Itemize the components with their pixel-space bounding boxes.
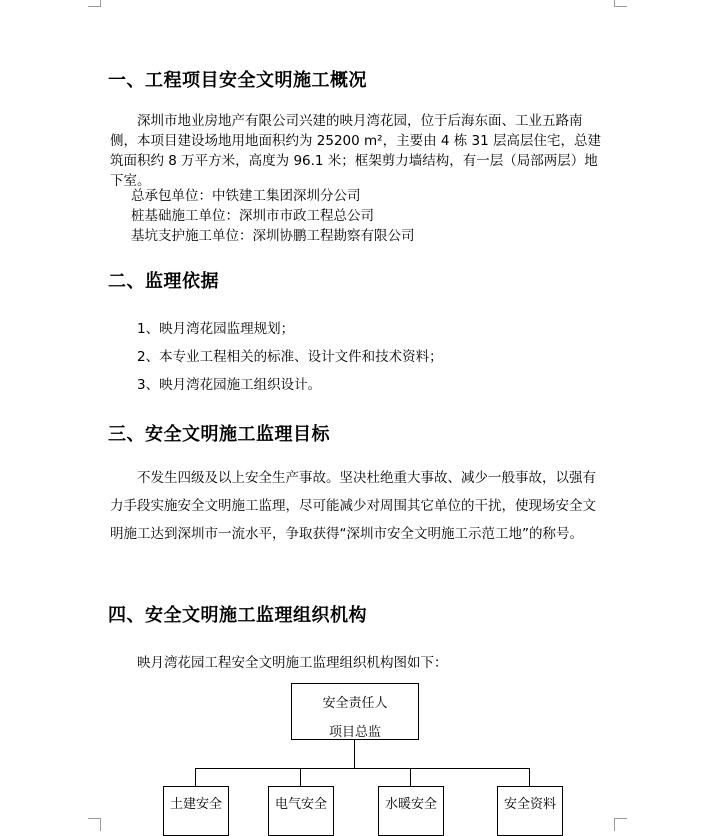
unit-pile-foundation: 桩基础施工单位：深圳市市政工程总公司 bbox=[131, 208, 374, 224]
org-connector-drop bbox=[410, 768, 411, 786]
org-child-box bbox=[268, 786, 334, 836]
section-3-heading: 三、安全文明施工监理目标 bbox=[108, 424, 330, 445]
org-chart-intro: 映月湾花园工程安全文明施工监理组织机构图如下： bbox=[137, 655, 448, 671]
crop-mark-top-right bbox=[614, 0, 627, 7]
unit-general-contractor: 总承包单位：中铁建工集团深圳分公司 bbox=[131, 188, 361, 204]
org-top-subtitle: 项目总监 bbox=[328, 725, 381, 740]
org-child-box bbox=[378, 786, 444, 836]
section-1-heading: 一、工程项目安全文明施工概况 bbox=[108, 70, 367, 91]
section-4-heading: 四、安全文明施工监理组织机构 bbox=[108, 605, 367, 626]
org-connector-horizontal bbox=[195, 768, 530, 769]
org-child-box bbox=[497, 786, 563, 836]
org-child-box bbox=[163, 786, 229, 836]
crop-mark-bottom-right bbox=[614, 818, 627, 831]
basis-item: 1、映月湾花园监理规划； bbox=[137, 321, 295, 337]
org-top-box bbox=[291, 683, 419, 740]
section-3-paragraph: 不发生四级及以上安全生产事故。坚决杜绝重大事故、减少一般事故，以强有力手段实施安全文明施工监理，尽可能减少对周围其它单位的干扰，使现场安全文明施工达到深圳市一流水平，争取获得“深圳市安全文明施工示范工地”的称号。 bbox=[110, 470, 596, 542]
basis-item: 2、本专业工程相关的标准、设计文件和技术资料； bbox=[137, 349, 443, 365]
crop-mark-top-left bbox=[88, 0, 101, 7]
org-child-label: 土建安全 bbox=[169, 797, 222, 812]
unit-foundation-pit: 基坑支护施工单位：深圳协鹏工程勘察有限公司 bbox=[131, 228, 415, 244]
org-connector-vertical bbox=[354, 740, 355, 768]
org-connector-drop bbox=[300, 768, 301, 786]
org-top-title: 安全责任人 bbox=[322, 696, 388, 711]
org-connector-drop bbox=[195, 768, 196, 786]
section-2-heading: 二、监理依据 bbox=[108, 271, 219, 292]
org-child-label: 安全资料 bbox=[503, 797, 556, 812]
org-connector-drop bbox=[529, 768, 530, 786]
org-child-label: 电气安全 bbox=[274, 797, 327, 812]
section-1-paragraph: 深圳市地业房地产有限公司兴建的映月湾花园，位于后海东面、工业五路南侧，本项目建设场地用地面积约为 25200 m²，主要由 4 栋 31 层高层住宅，总建筑面积约 8 万平方米，高度为 96.1 米；框架剪力墙结构，有一层（局部两层）地下室。 bbox=[110, 113, 602, 189]
crop-mark-bottom-left bbox=[88, 818, 101, 831]
org-child-label: 水暖安全 bbox=[384, 797, 437, 812]
basis-item: 3、映月湾花园施工组织设计。 bbox=[137, 377, 322, 393]
